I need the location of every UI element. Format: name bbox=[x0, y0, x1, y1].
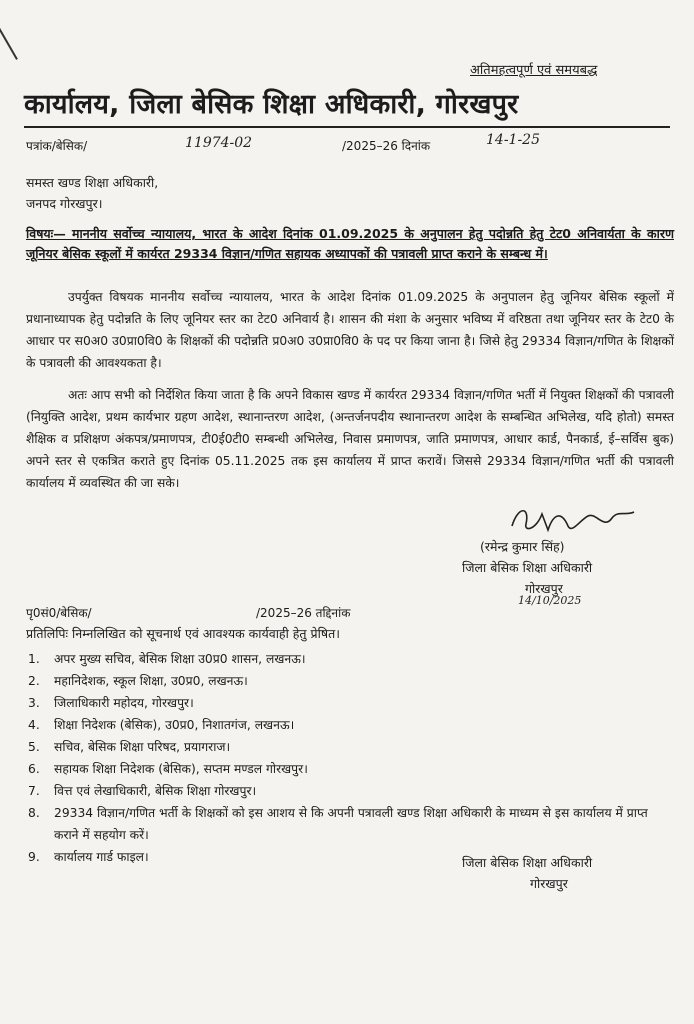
footer-place: गोरखपुर bbox=[530, 876, 568, 891]
addressee-line-2: जनपद गोरखपुर। bbox=[26, 196, 103, 211]
copy-list bbox=[28, 648, 674, 868]
priority-label: अतिमहत्वपूर्ण एवं समयबद्ध bbox=[470, 63, 598, 78]
ref-prefix: पत्रांक/बेसिक/ bbox=[26, 139, 88, 153]
office-title: कार्यालय, जिला बेसिक शिक्षा अधिकारी, गोरखपुर bbox=[24, 89, 519, 120]
body-paragraph-1: उपर्युक्त विषयक माननीय सर्वोच्च न्यायालय, भारत के आदेश दिनांक 01.09.2025 के अनुपालन हेतु जूनियर बेसिक स्कूलों में प्रधानाध्यापक हेतु पदोन्नति के लिए जूनियर स्तर का टेट0 अनिवार्य है। शासन की मंशा के अनुसार भविष्य में वरिष्ठता तथा जूनियर स्तर के टेट0 के आधार पर स0अ0 उ0प्रा0वि0 के शिक्षकों की पदोन्नति प्र0अ0 उ0प्रा0वि0 के पद पर किया जाना है। जिसे हेतु 29334 विज्ञान/गणित के शिक्षकों के पत्रावली की आवश्यकता है। bbox=[26, 290, 674, 370]
list-item: 3. जिलाधिकारी महोदय, गोरखपुर। bbox=[28, 696, 194, 710]
title-underline bbox=[24, 126, 670, 128]
copy-intro: प्रतिलिपिः निम्नलिखित को सूचनार्थ एवं आवश्यक कार्यवाही हेतु प्रेषित। bbox=[26, 626, 340, 641]
ref-year: /2025–26 दिनांक bbox=[342, 139, 431, 153]
copy-ref-prefix: पृ0सं0/बेसिक/ bbox=[26, 606, 92, 620]
list-item: 4. शिक्षा निदेशक (बेसिक), उ0प्र0, निशातगंज, लखनऊ। bbox=[28, 718, 295, 732]
copy-ref-year: /2025–26 तद्दिनांक bbox=[256, 606, 351, 620]
footer-designation: जिला बेसिक शिक्षा अधिकारी bbox=[462, 855, 593, 870]
list-item: 9. कार्यालय गार्ड फाइल। bbox=[28, 850, 149, 864]
list-item: 6. सहायक शिक्षा निदेशक (बेसिक), सप्तम मण्डल गोरखपुर। bbox=[28, 762, 308, 776]
pen-mark bbox=[0, 24, 18, 60]
addressee-line-1: समस्त खण्ड शिक्षा अधिकारी, bbox=[26, 175, 159, 190]
list-item: 8. 29334 विज्ञान/गणित भर्ती के शिक्षकों को इस आशय से कि अपनी पत्रावली खण्ड शिक्षा अधिकारी के माध्यम से इस कार्यालय में प्राप्त कराने में सहयोग करें। bbox=[28, 806, 648, 842]
ref-number-handwritten: 11974-02 bbox=[185, 135, 253, 151]
body-paragraph-2: अतः आप सभी को निर्देशित किया जाता है कि अपने विकास खण्ड में कार्यरत 29334 विज्ञान/गणित भर्ती में नियुक्त शिक्षकों की पत्रावली (नियुक्ति आदेश, प्रथम कार्यभार ग्रहण आदेश, स्थानान्तरण आदेश, (अन्तर्जनपदीय स्थानान्तरण आदेश के सम्बन्धित अभिलेख, यदि होतो) समस्त शैक्षिक व प्रशिक्षण अंकपत्र/प्रमाणपत्र, टी0ई0टी0 सम्बन्धी अभिलेख, निवास प्रमाणपत्र, जाति प्रमाणपत्र, आधार कार्ड, पैनकार्ड, ई–सर्विस बुक) अपने स्तर से एकत्रित कराते हुए दिनांक 05.11.2025 तक इस कार्यालय में प्राप्त करावें। जिससे 29334 विज्ञान/गणित भर्ती की पत्रावली कार्यालय में व्यवस्थित की जा सके। bbox=[26, 388, 674, 490]
subject: विषयः— माननीय सर्वोच्च न्यायालय, भारत के आदेश दिनांक 01.09.2025 के अनुपालन हेतु पदोन्नति हेतु टेट0 अनिवार्यता के कारण जूनियर बेसिक स्कूलों में कार्यरत 29334 विज्ञान/गणित सहायक अध्यापकों की पत्रावली प्राप्त कराने के सम्बन्ध में। bbox=[26, 226, 674, 261]
list-item: 1. अपर मुख्य सचिव, बेसिक शिक्षा उ0प्र0 शासन, लखनऊ। bbox=[28, 652, 306, 666]
list-item: 7. वित्त एवं लेखाधिकारी, बेसिक शिक्षा गोरखपुर। bbox=[28, 784, 257, 798]
signatory-place: गोरखपुर bbox=[525, 581, 563, 596]
ref-date-handwritten: 14-1-25 bbox=[486, 132, 540, 148]
signatory-designation: जिला बेसिक शिक्षा अधिकारी bbox=[462, 560, 593, 575]
signature-scribble bbox=[508, 500, 638, 540]
list-item: 5. सचिव, बेसिक शिक्षा परिषद, प्रयागराज। bbox=[28, 740, 231, 754]
signature-hand-date: 14/10/2025 bbox=[518, 594, 582, 607]
signatory-name: (रमेन्द्र कुमार सिंह) bbox=[480, 539, 565, 554]
list-item: 2. महानिदेशक, स्कूल शिक्षा, उ0प्र0, लखनऊ। bbox=[28, 674, 248, 688]
